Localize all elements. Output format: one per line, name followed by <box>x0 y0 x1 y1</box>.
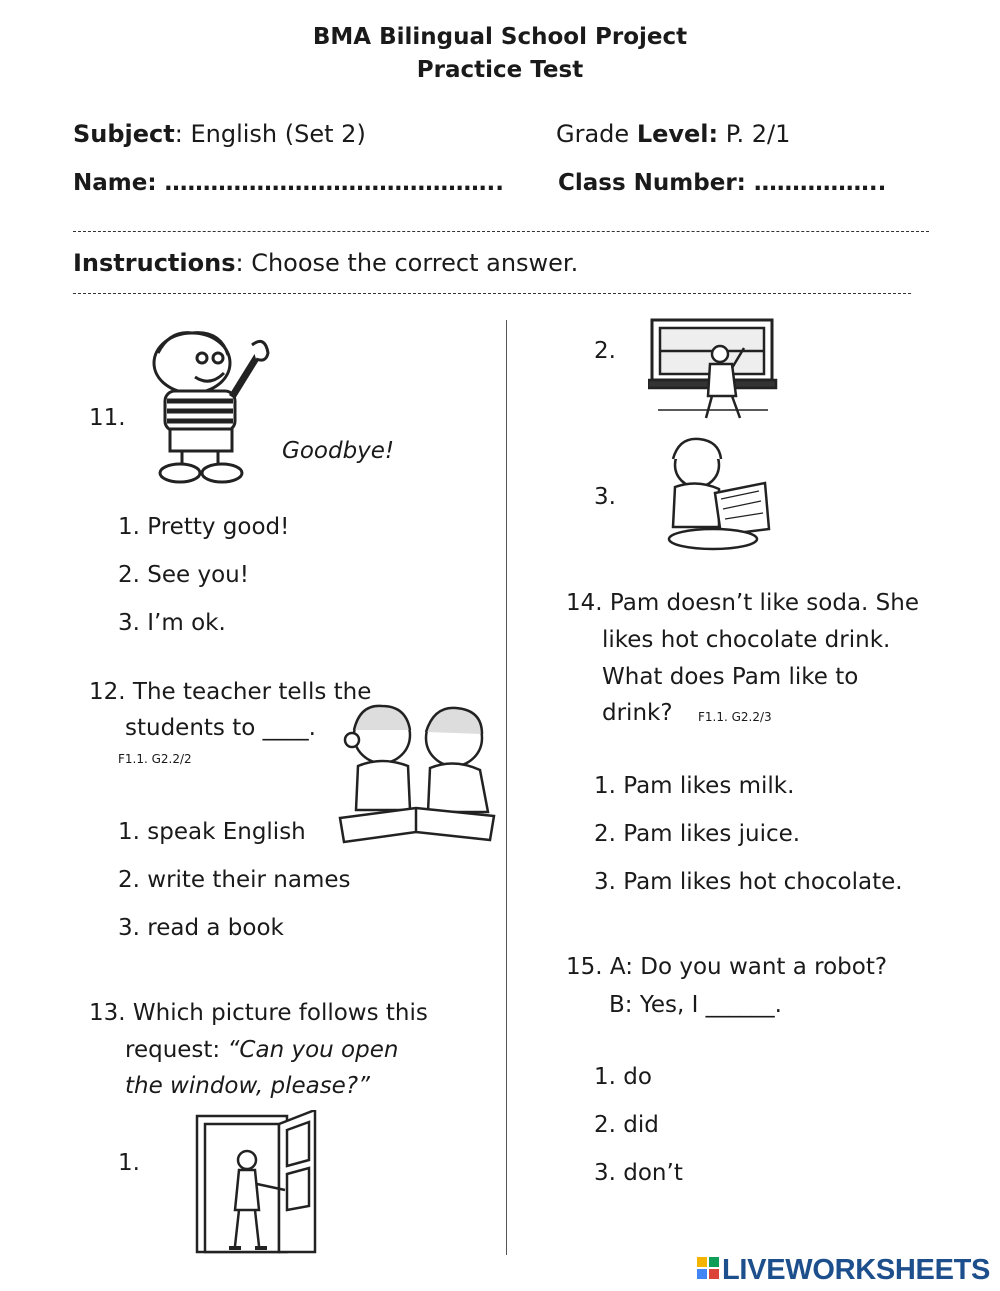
q14-code: F1.1. G2.2/3 <box>698 710 772 724</box>
level-label: Level: <box>636 120 719 148</box>
divider-bottom <box>73 293 911 294</box>
q14-line-2: likes hot chocolate drink. <box>602 627 891 653</box>
waving-boy-illustration <box>140 325 275 490</box>
name-field[interactable]: Name: …………………………………….. <box>73 170 505 196</box>
q12-option-3[interactable]: 3. read a book <box>118 915 284 941</box>
subject-label: Subject <box>73 120 175 148</box>
column-divider <box>506 320 507 1255</box>
grade-prefix: Grade <box>556 120 637 148</box>
grade-line <box>556 120 790 148</box>
level-value: P. 2/1 <box>718 120 791 148</box>
class-number-field[interactable]: Class Number: …………….. <box>558 170 887 196</box>
q11-speech: Goodbye! <box>282 438 395 464</box>
q13-line-3: the window, please?” <box>125 1073 370 1099</box>
footer-brand[interactable]: LIVEWORKSHEETS <box>722 1254 991 1286</box>
q15-option-1[interactable]: 1. do <box>594 1064 652 1090</box>
q15-line-1: 15. A: Do you want a robot? <box>566 954 888 980</box>
q14-line-1: 14. Pam doesn’t like soda. She <box>566 590 919 616</box>
window-opening-illustration <box>648 318 780 428</box>
q13-line-2 <box>125 1037 398 1063</box>
q13-request-quote: “Can you open <box>227 1037 399 1063</box>
instructions-label: Instructions <box>73 249 236 277</box>
door-opening-illustration <box>185 1110 325 1255</box>
q12-line-2: students to ____. <box>125 715 316 741</box>
q14-line-4: drink? <box>602 700 673 726</box>
q15-line-2: B: Yes, I ______. <box>609 992 782 1018</box>
children-reading-illustration <box>330 700 505 855</box>
page-subtitle: Practice Test <box>416 57 584 83</box>
q12-option-2[interactable]: 2. write their names <box>118 867 351 893</box>
q13-line-1: 13. Which picture follows this <box>89 1000 428 1026</box>
q13-choice-3[interactable]: 3. <box>594 484 616 510</box>
q13-request-label: request: <box>125 1037 228 1063</box>
page-title: BMA Bilingual School Project <box>312 24 688 50</box>
q13-choice-1[interactable]: 1. <box>118 1150 140 1176</box>
q12-option-1[interactable]: 1. speak English <box>118 819 306 845</box>
q14-option-1[interactable]: 1. Pam likes milk. <box>594 773 795 799</box>
q15-option-3[interactable]: 3. don’t <box>594 1160 683 1186</box>
girl-reading-illustration <box>655 435 775 553</box>
instructions-value: : Choose the correct answer. <box>235 249 579 277</box>
instructions <box>73 249 578 277</box>
q11-option-2[interactable]: 2. See you! <box>118 562 249 588</box>
q11-option-1[interactable]: 1. Pretty good! <box>118 514 290 540</box>
q15-option-2[interactable]: 2. did <box>594 1112 659 1138</box>
q11-option-3[interactable]: 3. I’m ok. <box>118 610 226 636</box>
subject-line <box>73 120 366 148</box>
q12-line-1: 12. The teacher tells the <box>89 679 372 705</box>
subject-value: : English (Set 2) <box>174 120 366 148</box>
q14-option-2[interactable]: 2. Pam likes juice. <box>594 821 801 847</box>
q14-option-3[interactable]: 3. Pam likes hot chocolate. <box>594 869 903 895</box>
liveworksheets-logo-icon <box>697 1257 719 1279</box>
q13-choice-2[interactable]: 2. <box>594 338 616 364</box>
q14-line-3: What does Pam like to <box>602 664 859 690</box>
q12-code: F1.1. G2.2/2 <box>118 752 192 766</box>
q11-number: 11. <box>89 405 126 431</box>
divider-top <box>73 231 929 232</box>
